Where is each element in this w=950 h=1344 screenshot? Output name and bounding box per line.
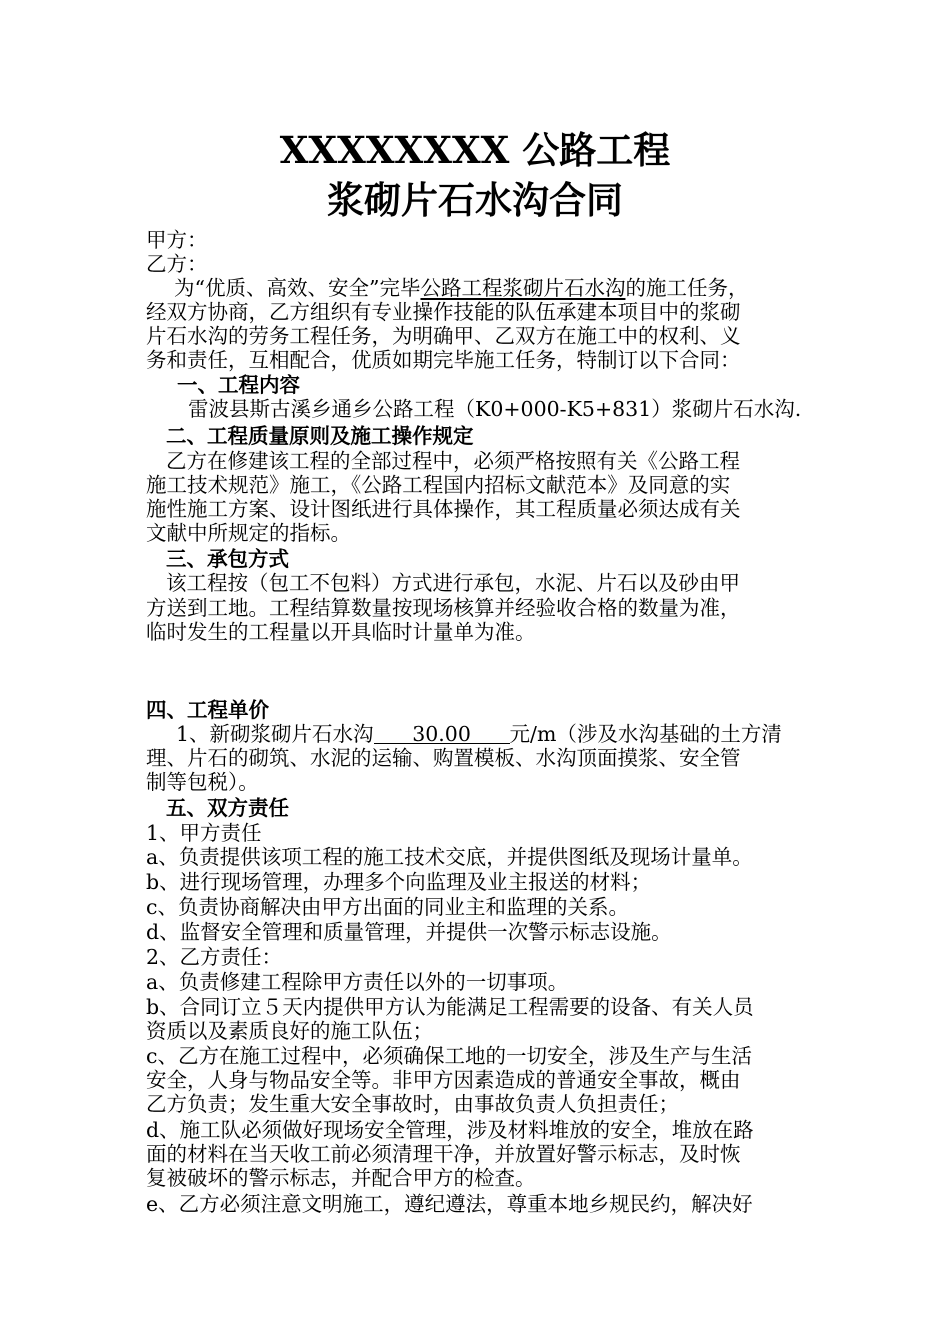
list-item: b、合同订立５天内提供甲方认为能满足工程需要的设备、有关人员 (146, 995, 754, 1019)
list-item: 安全，人身与物品安全等。非甲方因素造成的普通安全事故，概由 (146, 1068, 741, 1092)
section-text: 施性施工方案、设计图纸进行具体操作，其工程质量必须达成有关 (146, 497, 741, 521)
document-title: XXXXXXXX 公路工程 (279, 128, 671, 172)
section-text: 文献中所规定的指标。 (146, 521, 351, 545)
section-text: 临时发生的工程量以开具临时计量单为准。 (146, 620, 536, 644)
price-line (176, 722, 782, 746)
section-heading: 一、工程内容 (177, 373, 300, 397)
section-heading: 四、工程单价 (146, 698, 269, 722)
list-item: a、负责修建工程除甲方责任以外的一切事项。 (146, 970, 569, 994)
list-item: d、施工队必须做好现场安全管理，涉及材料堆放的安全，堆放在路 (146, 1118, 754, 1142)
intro-text: 的施工任务， (625, 276, 749, 300)
price-text: 1、新砌浆砌片石水沟 (176, 722, 374, 746)
intro-line (174, 276, 748, 300)
section-text: 施工技术规范》施工，《公路工程国内招标文献范本》及同意的实 (146, 473, 731, 497)
unit-price-value: 30.00 (374, 722, 510, 744)
document-subtitle: 浆砌片石水沟合同 (327, 178, 623, 222)
sub-heading: 1、甲方责任 (146, 821, 262, 845)
list-item: c、负责协商解决由甲方出面的同业主和监理的关系。 (146, 895, 629, 919)
party-b-label: 乙方： (146, 252, 208, 276)
intro-text: 为“优质、高效、安全”完毕 (174, 276, 421, 300)
section-text: 乙方在修建该工程的全部过程中，必须严格按照有关《公路工程 (166, 449, 740, 473)
section-heading: 三、承包方式 (166, 547, 289, 571)
section-heading: 二、工程质量原则及施工操作规定 (166, 424, 474, 448)
list-item: 乙方负责；发生重大安全事故时，由事故负责人负担责任； (146, 1092, 679, 1116)
section-text: 理、片石的砌筑、水泥的运输、购置模板、水沟顶面摸浆、安全管 (146, 746, 741, 770)
intro-line: 经双方协商，乙方组织有专业操作技能的队伍承建本项目中的浆砌 (146, 300, 741, 324)
list-item: b、进行现场管理，办理多个向监理及业主报送的材料； (146, 870, 652, 894)
party-a-label: 甲方： (146, 228, 208, 252)
list-item: 复被破坏的警示标志，并配合甲方的检查。 (146, 1166, 536, 1190)
sub-heading: 2、乙方责任： (146, 945, 283, 969)
section-heading: 五、双方责任 (166, 796, 289, 820)
list-item: d、监督安全管理和质量管理，并提供一次警示标志设施。 (146, 920, 672, 944)
project-name-underlined: 公路工程浆砌片石水沟 (420, 276, 626, 300)
list-item: a、负责提供该项工程的施工技术交底，并提供图纸及现场计量单。 (146, 845, 753, 869)
intro-line: 片石水沟的劳务工程任务，为明确甲、乙双方在施工中的权利、义 (146, 324, 741, 348)
price-text: 元/m（涉及水沟基础的土方清 (509, 722, 782, 746)
section-text: 制等包税）。 (146, 770, 259, 794)
section-text: 该工程按（包工不包料）方式进行承包，水泥、片石以及砂由甲 (166, 571, 740, 595)
list-item: e、乙方必须注意文明施工，遵纪遵法，尊重本地乡规民约，解决好 (146, 1192, 753, 1216)
intro-line: 务和责任，互相配合，优质如期完毕施工任务，特制订以下合同： (146, 348, 741, 372)
list-item: 面的材料在当天收工前必须清理干净，并放置好警示标志，及时恢 (146, 1142, 741, 1166)
list-item: 资质以及素质良好的施工队伍； (146, 1019, 433, 1043)
section-text: 方送到工地。工程结算数量按现场核算并经验收合格的数量为准， (146, 596, 741, 620)
section-text: 雷波县斯古溪乡通乡公路工程（K0+000-K5+831）浆砌片石水沟. (188, 397, 802, 421)
list-item: c、乙方在施工过程中，必须确保工地的一切安全，涉及生产与生活 (146, 1044, 752, 1068)
